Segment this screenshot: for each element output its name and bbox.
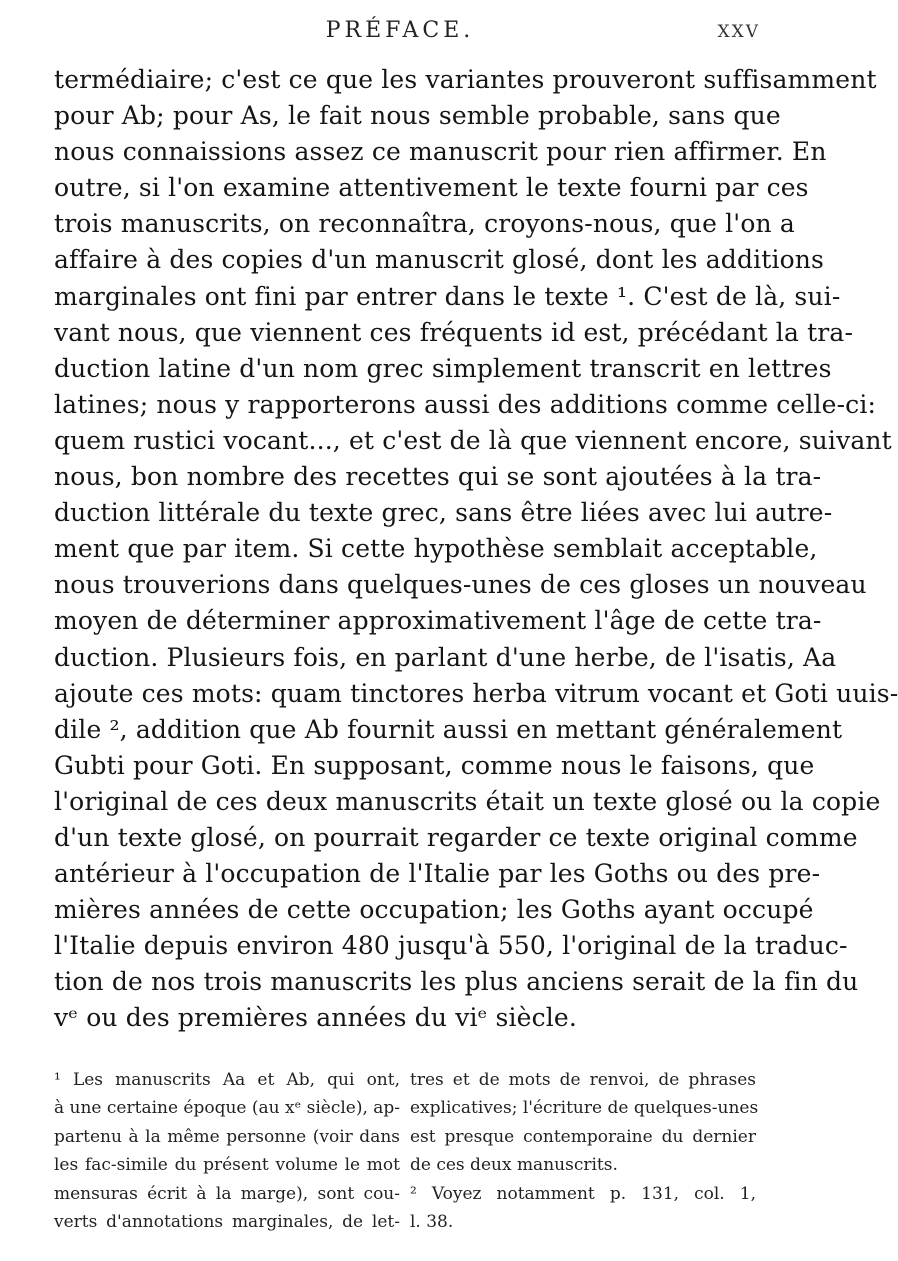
- footnote-line: verts d'annotations marginales, de let-: [54, 1211, 400, 1232]
- running-head: [0, 18, 800, 48]
- footnote-line: de ces deux manuscrits.: [410, 1155, 618, 1176]
- text-line: termédiaire; c'est ce que les variantes prouveront suffisamment: [54, 65, 877, 94]
- footnote-line: mensuras écrit à la marge), sont cou-: [54, 1183, 400, 1204]
- text-line: affaire à des copies d'un manuscrit glosé, dont les additions: [54, 245, 825, 275]
- text-line: l'Italie depuis environ 480 jusqu'à 550, l'original de la traduc-: [54, 931, 848, 961]
- text-line: latines; nous y rapporterons aussi des additions comme celle-ci:: [54, 389, 877, 419]
- text-line: pour Ab; pour As, le fait nous semble probable, sans que: [54, 101, 781, 131]
- text-line: mières années de cette occupation; les Goths ayant occupé: [54, 895, 814, 925]
- text-line: l'original de ces deux manuscrits était un texte glosé ou la copie: [54, 786, 881, 816]
- page-number: XXV: [717, 22, 760, 42]
- text-line: nous trouverions dans quelques-unes de ces gloses un nouveau: [54, 570, 867, 600]
- footnote-line: partenu à la même personne (voir dans: [54, 1126, 400, 1147]
- text-line: duction. Plusieurs fois, en parlant d'une herbe, de l'isatis, Aa: [54, 642, 837, 672]
- footnote-line: l. 38.: [410, 1211, 454, 1232]
- footnote-line: explicatives; l'écriture de quelques-unes: [410, 1098, 759, 1119]
- footnote-line: ¹ Les manuscrits Aa et Ab, qui ont,: [54, 1070, 400, 1090]
- text-line: moyen de déterminer approximativement l'âge de cette tra-: [54, 606, 822, 636]
- text-line: dile ², addition que Ab fournit aussi en mettant généralement: [54, 714, 843, 744]
- text-line: duction latine d'un nom grec simplement transcrit en lettres: [54, 353, 832, 383]
- footnote-line: tres et de mots de renvoi, de phrases: [410, 1070, 756, 1090]
- footnote-column-left: [54, 1066, 400, 1236]
- text-line: vant nous, que viennent ces fréquents id est, précédant la tra-: [54, 317, 854, 347]
- text-line-last: vᵉ ou des premières années du viᵉ siècle.: [54, 1003, 577, 1033]
- text-line: marginales ont fini par entrer dans le texte ¹. C'est de là, sui-: [54, 281, 841, 311]
- text-line: nous, bon nombre des recettes qui se sont ajoutées à la tra-: [54, 462, 822, 492]
- body-text: [54, 62, 898, 1037]
- text-line: outre, si l'on examine attentivement le texte fourni par ces: [54, 173, 809, 203]
- text-line: d'un texte glosé, on pourrait regarder ce texte original comme: [54, 822, 858, 852]
- text-line: ment que par item. Si cette hypothèse semblait acceptable,: [54, 534, 818, 564]
- footnote-line: ² Voyez notamment p. 131, col. 1,: [410, 1183, 756, 1204]
- text-line: nous connaissions assez ce manuscrit pour rien affirmer. En: [54, 137, 827, 167]
- text-line: Gubti pour Goti. En supposant, comme nous le faisons, que: [54, 750, 815, 780]
- text-line: antérieur à l'occupation de l'Italie par les Goths ou des pre-: [54, 859, 821, 889]
- footnote-column-right: [410, 1066, 759, 1236]
- footnote-line: est presque contemporaine du dernier: [410, 1126, 756, 1147]
- footnote-line: les fac-simile du présent volume le mot: [54, 1155, 400, 1176]
- text-line: duction littérale du texte grec, sans être liées avec lui autre-: [54, 498, 833, 528]
- running-title: PRÉFACE.: [325, 18, 475, 43]
- text-line: ajoute ces mots: quam tinctores herba vitrum vocant et Goti uuis-: [54, 678, 898, 708]
- footnote-line: à une certaine époque (au xᵉ siècle), ap-: [54, 1098, 401, 1119]
- text-line: tion de nos trois manuscrits les plus anciens serait de la fin du: [54, 967, 859, 997]
- text-line: quem rustici vocant..., et c'est de là que viennent encore, suivant: [54, 425, 892, 455]
- text-line: trois manuscrits, on reconnaîtra, croyons-nous, que l'on a: [54, 209, 795, 239]
